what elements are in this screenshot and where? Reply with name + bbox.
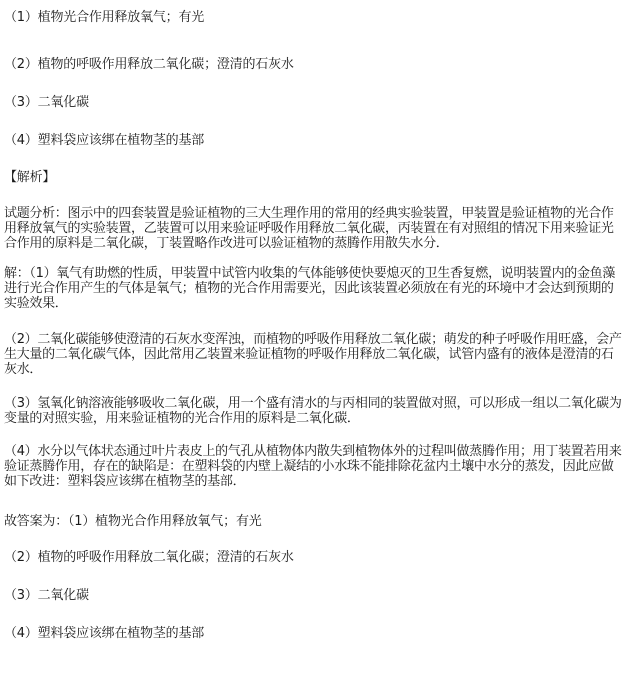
answer-line-4: （4）塑料袋应该绑在植物茎的基部 [4, 133, 205, 148]
explanation-3: （3）氢氧化钠溶液能够吸收二氧化碳，用一个盛有清水的与丙相同的装置做对照，可以形成一组以二氧化碳为变量的对照实验，用来验证植物的光合作用的原料是二氧化碳． [4, 396, 622, 426]
answer-line-3: （3）二氧化碳 [4, 95, 89, 110]
final-answer-3: （3）二氧化碳 [4, 588, 89, 603]
explanation-1: 解：（1）氧气有助燃的性质，甲装置中试管内收集的气体能够使快要熄灭的卫生香复燃，说明装置内的金鱼藻进行光合作用产生的气体是氧气；植物的光合作用需要光，因此该装置必须放在有光的环境中才会达到预期的实验效果． [4, 266, 616, 311]
final-answer-2: （2）植物的呼吸作用释放二氧化碳；澄清的石灰水 [4, 550, 294, 565]
answer-line-2: （2）植物的呼吸作用释放二氧化碳；澄清的石灰水 [4, 57, 294, 72]
explanation-2: （2）二氧化碳能够使澄清的石灰水变浑浊，而植物的呼吸作用释放二氧化碳；萌发的种子呼吸作用旺盛，会产生大量的二氧化碳气体，因此常用乙装置来验证植物的呼吸作用释放二氧化碳，试管内盛有的液体是澄清的石灰水． [4, 332, 622, 377]
explanation-4: （4）水分以气体状态通过叶片表皮上的气孔从植物体内散失到植物体外的过程叫做蒸腾作用；用丁装置若用来验证蒸腾作用，存在的缺陷是：在塑料袋的内壁上凝结的小水珠不能排除花盆内土壤中水分的蒸发，因此应做如下改进：塑料袋应该绑在植物茎的基部． [4, 444, 622, 489]
analysis-intro: 试题分析：图示中的四套装置是验证植物的三大生理作用的常用的经典实验装置，甲装置是验证植物的光合作用释放氧气的实验装置，乙装置可以用来验证呼吸作用释放二氧化碳，丙装置在有对照组的情况下用来验证光合作用的原料是二氧化碳，丁装置略作改进可以验证植物的蒸腾作用散失水分． [4, 206, 614, 251]
final-answer-4: （4）塑料袋应该绑在植物茎的基部 [4, 626, 205, 641]
conclusion-line: 故答案为：（1）植物光合作用释放氧气；有光 [4, 514, 262, 529]
analysis-heading: 【解析】 [4, 170, 56, 185]
answer-line-1: （1）植物光合作用释放氧气；有光 [4, 10, 205, 25]
